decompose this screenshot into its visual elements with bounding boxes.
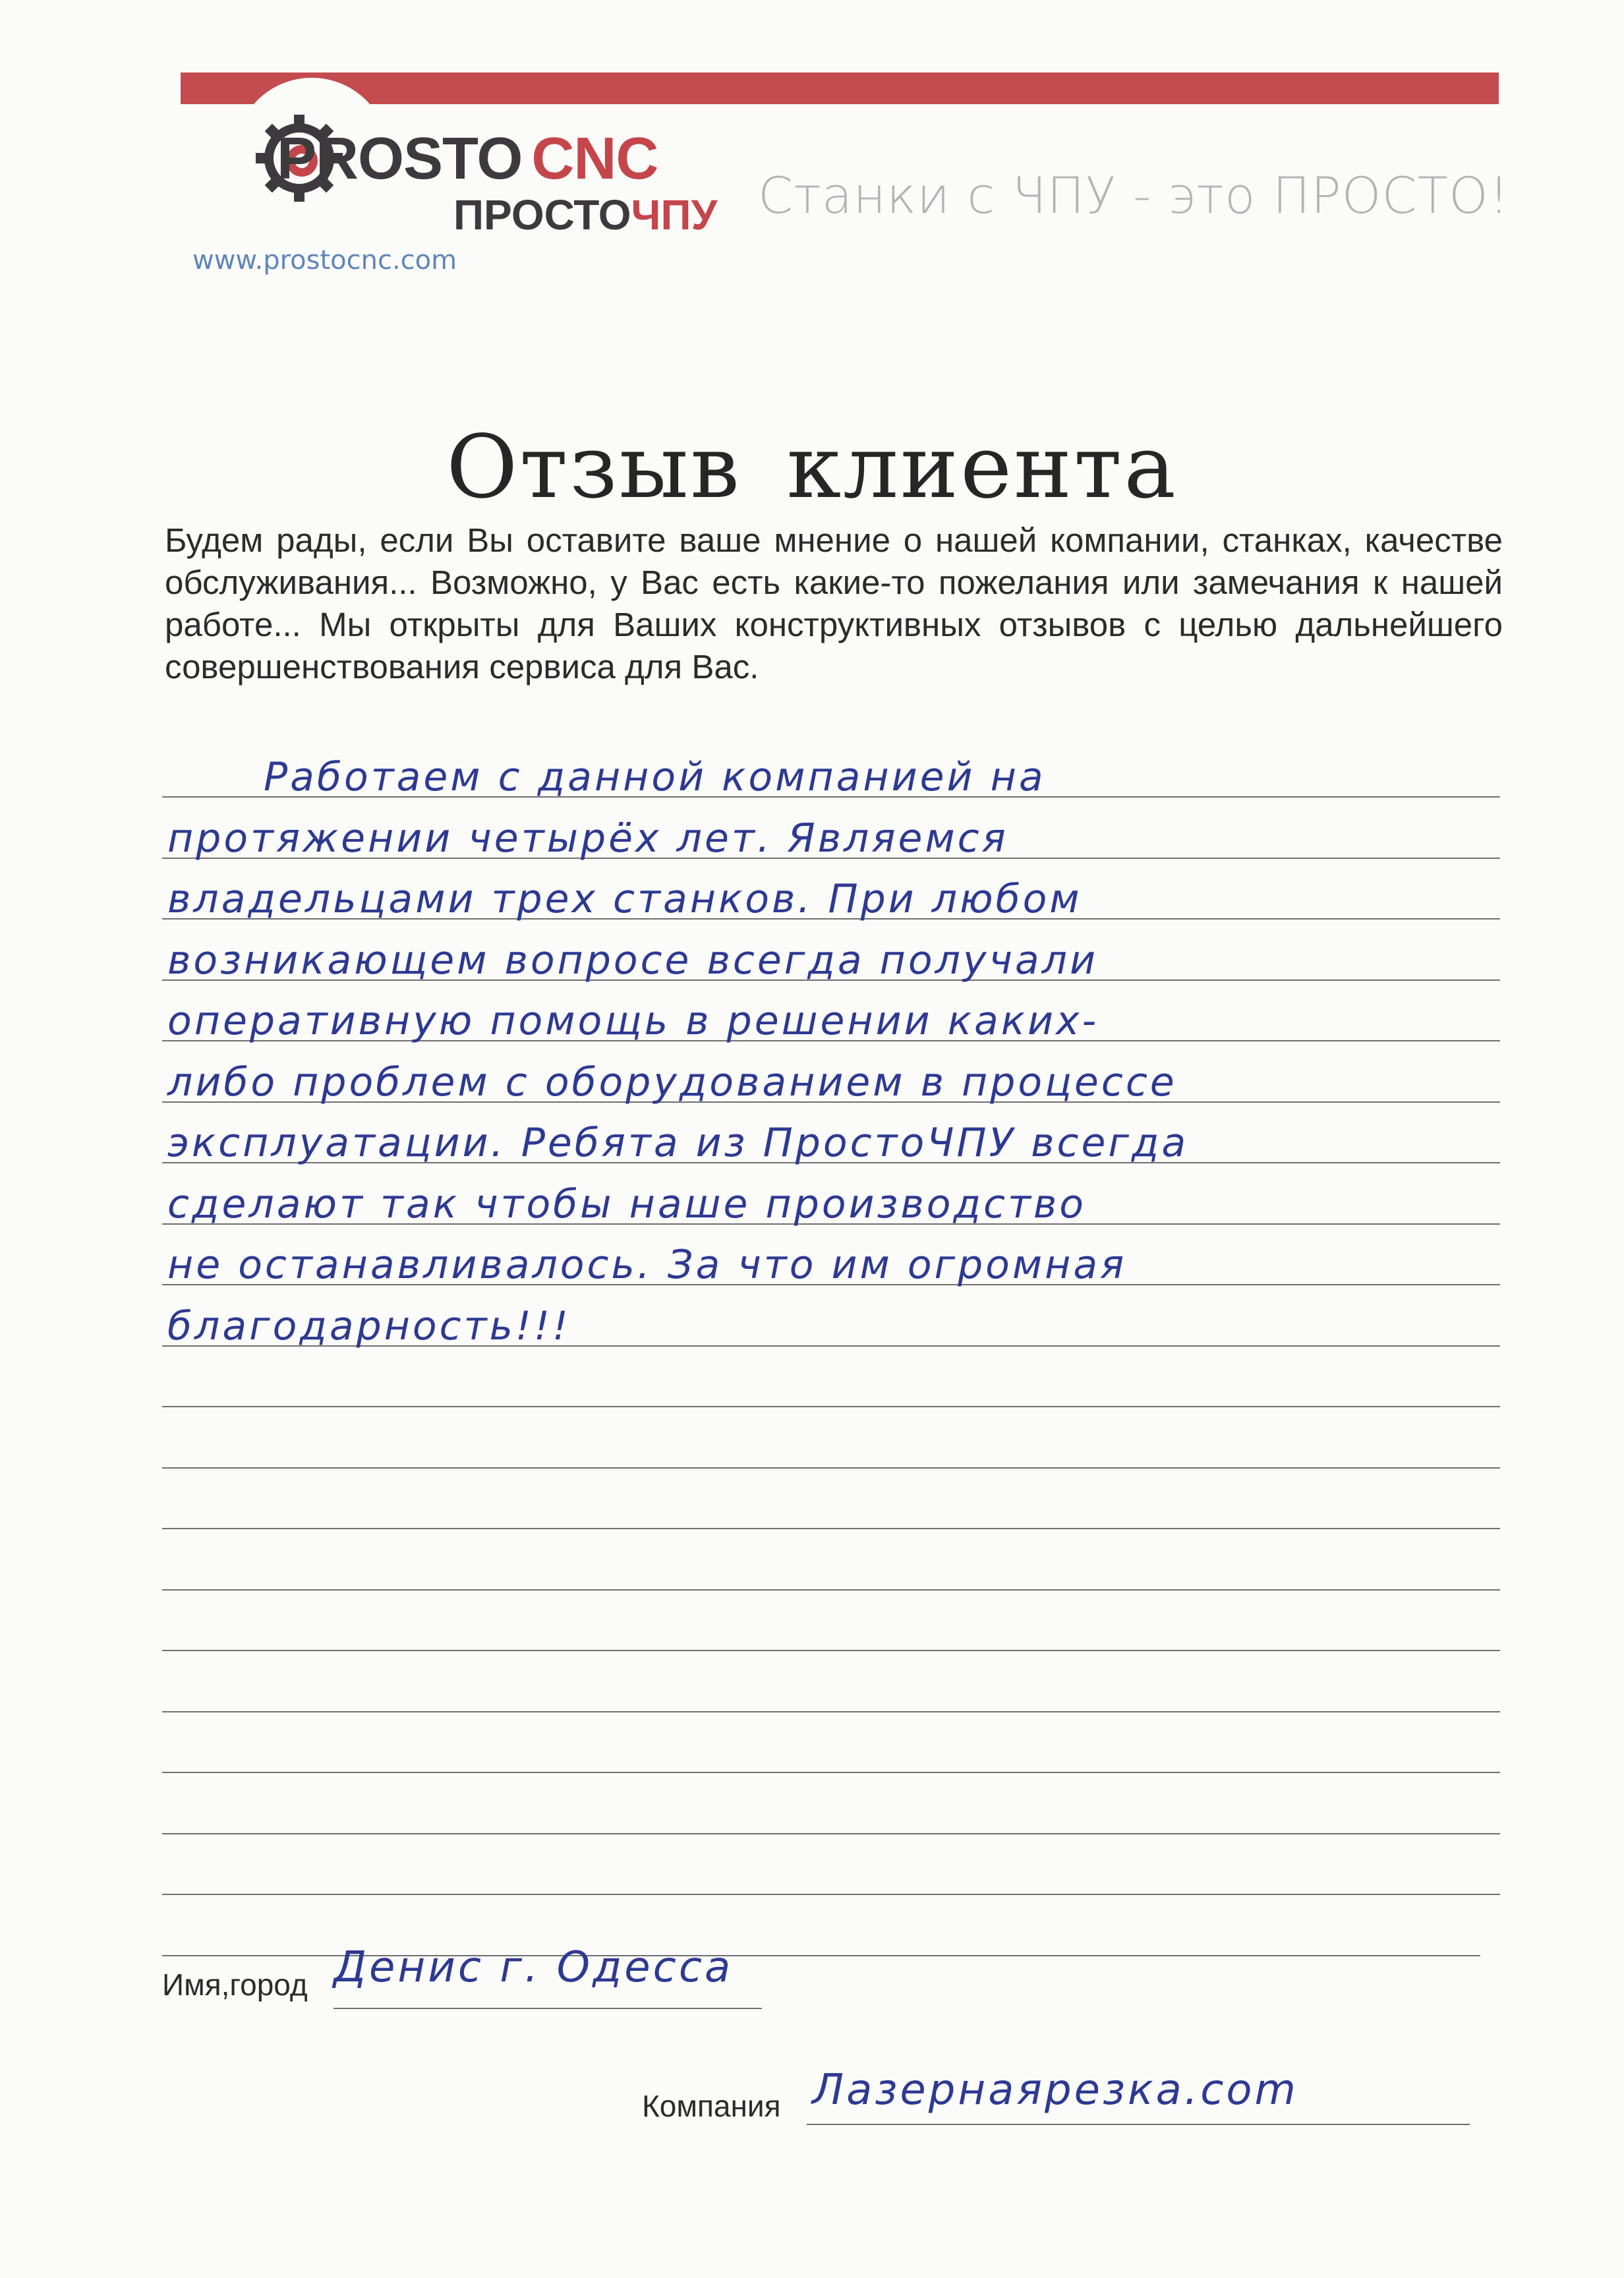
writing-rule (162, 1772, 1500, 1773)
company-value: Лазернаярезка.com (812, 2066, 1298, 2115)
name-city-underline (334, 2008, 762, 2009)
review-text-line: протяжении четырёх лет. Являемся (167, 815, 1008, 862)
name-city-value: Денис г. Одесса (334, 1943, 734, 1992)
brand-logo-text: PROSTO CNC (277, 126, 658, 192)
writing-rule (162, 1467, 1500, 1469)
writing-rule (162, 1406, 1500, 1407)
review-text-line: сделают так чтобы наше производство (167, 1181, 1086, 1227)
intro-paragraph: Будем рады, если Вы оставите ваше мнение о нашей компании, станках, качестве обслуживания... Возможно, у Вас есть какие-то пожелания или замечания к нашей работе... Мы открыты для Ваших конструктивных отзывов с целью дальнейшего совершенствования сервиса для Вас. (165, 521, 1503, 686)
review-text-line: эксплуатации. Ребята из ПростоЧПУ всегда (167, 1120, 1189, 1166)
review-text-line: либо проблем с оборудованием в процессе (167, 1059, 1177, 1105)
website-url: www.prostocnc.com (192, 245, 457, 276)
review-text-line: владельцами трех станков. При любом (167, 876, 1082, 922)
slogan: Станки с ЧПУ - это ПРОСТО! (758, 166, 1510, 225)
writing-rule (162, 1711, 1500, 1712)
company-underline (807, 2124, 1470, 2125)
page-title: Отзыв клиента (446, 417, 1178, 518)
writing-rule (162, 1833, 1500, 1834)
review-text-line: оперативную помощь в решении каких- (167, 998, 1099, 1044)
company-label: Компания (642, 2089, 781, 2123)
review-text-line: возникающем вопросе всегда получали (167, 937, 1099, 983)
name-city-label: Имя,город (162, 1968, 308, 2002)
writing-rule (162, 1528, 1500, 1529)
header-accent-bar (181, 73, 1499, 104)
review-text-line: Работаем с данной компанией на (264, 754, 1046, 800)
review-text-line: не останавливалось. За что им огромная (167, 1242, 1127, 1288)
brand-logo-subtext: ПРОСТОЧПУ (453, 191, 718, 239)
writing-rule (162, 1589, 1500, 1591)
writing-rule (162, 1650, 1500, 1651)
writing-rule (162, 1894, 1500, 1895)
review-text-line: благодарность!!! (167, 1303, 571, 1349)
